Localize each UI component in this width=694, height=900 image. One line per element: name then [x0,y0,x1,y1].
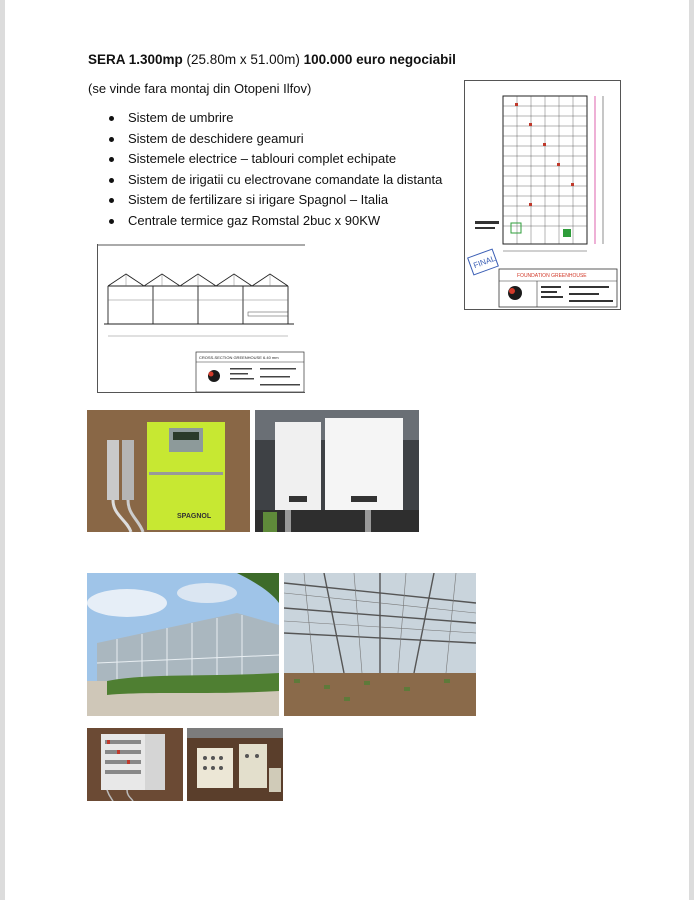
feature-item: Sistem de deschidere geamuri [128,129,442,150]
fertilizer-unit-photo [87,410,250,532]
title-price: 100.000 euro negociabil [303,52,456,67]
feature-list [88,108,442,232]
electrical-panel-open-photo [87,728,183,801]
electrical-panels-closed-photo [187,728,283,801]
foundation-title: FOUNDATION GREENHOUSE [517,273,587,279]
final-stamp [468,249,499,275]
feature-item: Centrale termice gaz Romstal 2buc x 90KW [128,211,442,232]
feature-item: Sistem de irigatii cu electrovane comandate la distanta [128,170,442,191]
title-dimensions: (25.80m x 51.00m) [182,52,304,67]
floor-plan-drawing [464,80,621,310]
fertilizer-brand-label: SPAGNOL [177,513,212,520]
title-area: SERA 1.300mp [88,52,183,67]
greenhouse-interior-photo [284,573,476,716]
feature-item: Sistemele electrice – tablouri complet echipate [128,149,442,170]
cross-section-title: CROSS-SECTION GREENHOUSE 6.40 mm [199,355,279,360]
gas-boilers-photo [255,410,419,532]
document-page [5,0,689,900]
greenhouse-exterior-photo [87,573,279,716]
final-stamp-text: FINAL [472,253,497,271]
feature-item: Sistem de umbrire [128,108,442,129]
feature-item: Sistem de fertilizare si irigare Spagnol – Italia [128,190,442,211]
cross-section-drawing [97,244,305,393]
listing-subtitle: (se vinde fara montaj din Otopeni Ilfov) [88,81,312,96]
listing-title [88,52,456,67]
